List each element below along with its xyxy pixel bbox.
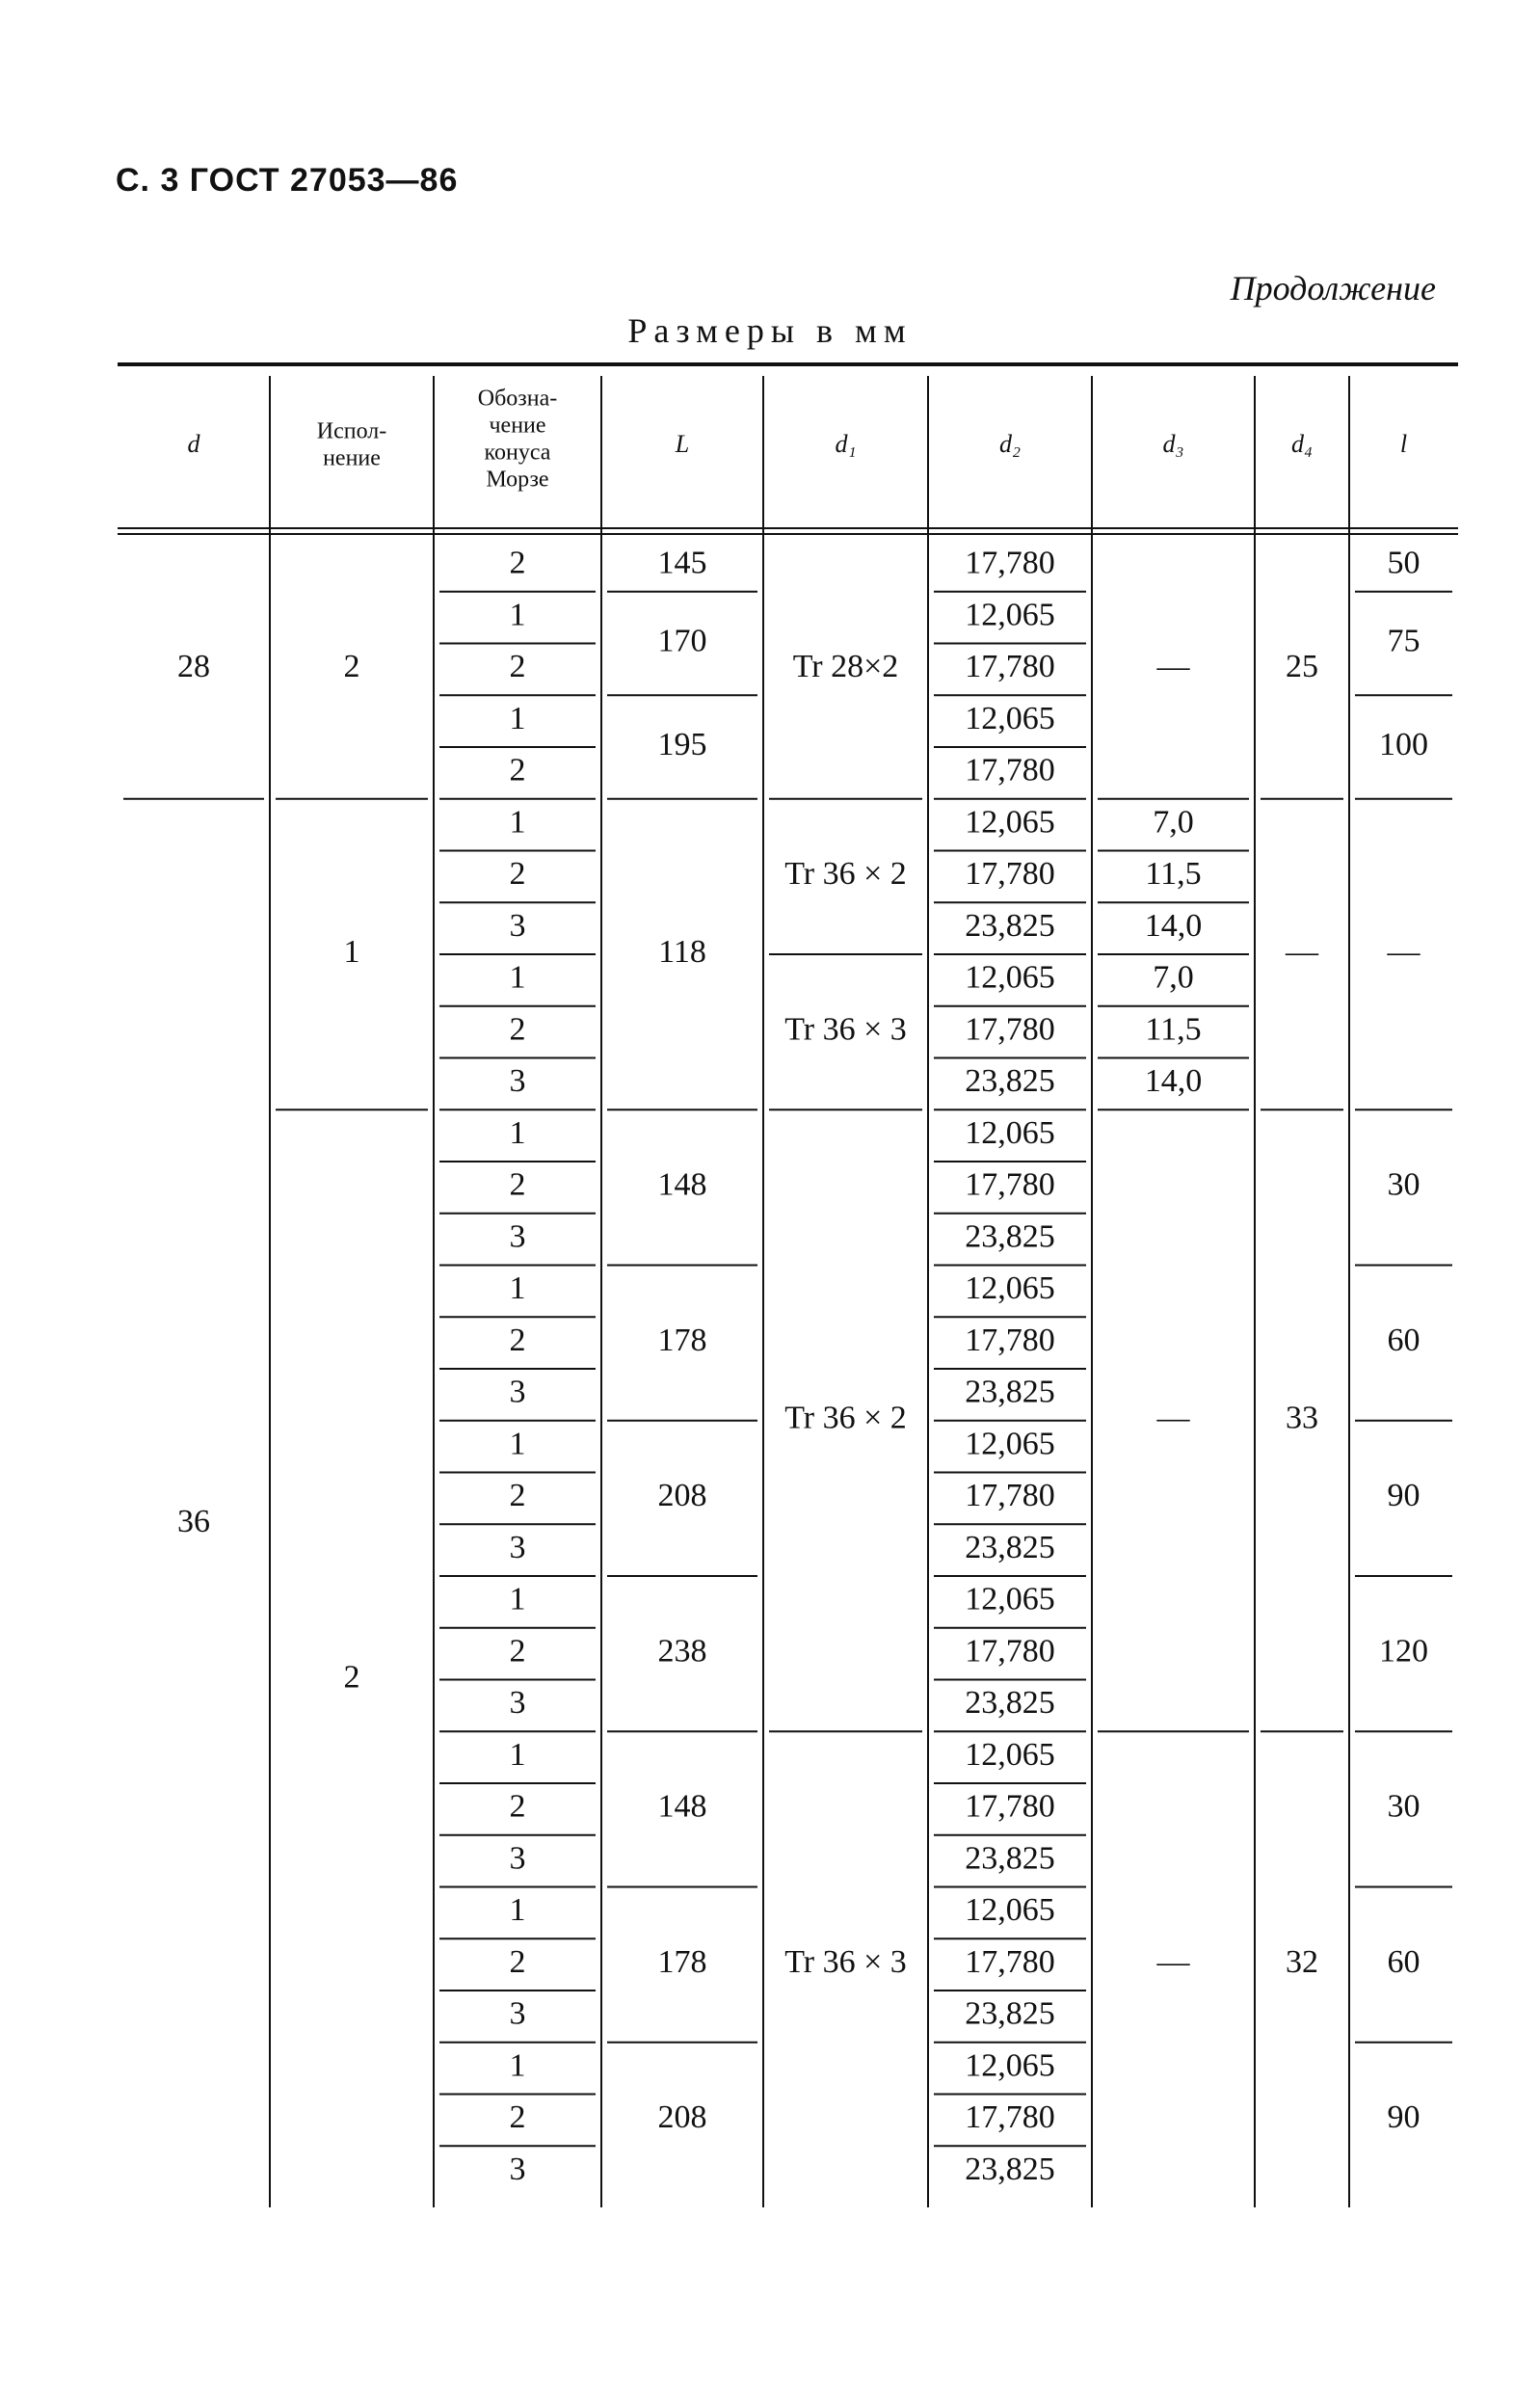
d1-groups-cell: Tr 36 × 3: [784, 1011, 907, 1048]
cone-rows-cell: 2: [509, 1011, 526, 1048]
d4-groups-cell: 25: [1286, 649, 1318, 685]
d4-groups-cell: 32: [1286, 1943, 1318, 1980]
cone-rows-cell: 1: [509, 1270, 526, 1307]
d2-rows-cell: 12,065: [965, 2047, 1055, 2084]
header-morse-cone: конуса: [484, 440, 551, 466]
d2-rows-cell: 17,780: [965, 1011, 1055, 1048]
cone-rows-cell: 2: [509, 1633, 526, 1670]
d2-rows-cell: 17,780: [965, 1943, 1055, 1980]
d2-rows-cell: 17,780: [965, 1166, 1055, 1203]
d2-rows-cell: 17,780: [965, 856, 1055, 893]
header-version: Испол-: [316, 418, 387, 444]
l-groups-cell: 30: [1387, 1788, 1421, 1825]
cone-rows-cell: 1: [509, 1114, 526, 1151]
L-groups-cell: 238: [657, 1633, 707, 1670]
d3-groups-cell: 7,0: [1153, 959, 1194, 996]
L-groups-cell: 208: [657, 2099, 707, 2136]
d2-rows-cell: 23,825: [965, 2151, 1055, 2187]
d2-rows-cell: 23,825: [965, 1063, 1055, 1100]
cone-rows-cell: 2: [509, 1943, 526, 1980]
header-d3: d₃: [1162, 429, 1184, 458]
d-groups-cell: 28: [177, 649, 210, 685]
page-header: С. 3 ГОСТ 27053—86: [116, 162, 459, 199]
cone-rows-cell: 1: [509, 1426, 526, 1462]
l-groups-cell: 100: [1379, 726, 1428, 762]
d1-groups-cell: Tr 36 × 3: [784, 1943, 907, 1980]
l-groups-cell: 120: [1379, 1633, 1428, 1670]
cone-rows-cell: 2: [509, 649, 526, 685]
d2-rows-cell: 12,065: [965, 1114, 1055, 1151]
l-groups-cell: 30: [1387, 1166, 1421, 1203]
L-groups-cell: 148: [657, 1788, 707, 1825]
header-d4: d₄: [1290, 429, 1314, 458]
L-groups-cell: 170: [657, 623, 707, 659]
cone-rows-cell: 3: [509, 1063, 526, 1100]
d-groups-cell: 36: [177, 1504, 210, 1540]
header-l: l: [1399, 429, 1408, 458]
cone-rows-cell: 3: [509, 2151, 526, 2187]
d4-groups-cell: —: [1286, 933, 1318, 970]
cone-rows-cell: 2: [509, 1166, 526, 1203]
cone-rows-cell: 2: [509, 1478, 526, 1514]
d2-rows-cell: 12,065: [965, 1736, 1055, 1773]
d3-groups-cell: 7,0: [1153, 804, 1194, 841]
d2-rows-cell: 12,065: [965, 959, 1055, 996]
cone-rows-cell: 2: [509, 1322, 526, 1358]
version-groups-cell: 2: [343, 649, 360, 685]
header-d1: d₁: [835, 429, 857, 458]
d4-groups-cell: 33: [1286, 1400, 1318, 1436]
L-groups-cell: 145: [657, 545, 707, 581]
l-groups-cell: 90: [1387, 1478, 1421, 1514]
d3-groups-cell: —: [1156, 1400, 1190, 1436]
l-groups-cell: —: [1387, 933, 1421, 970]
d2-rows-cell: 12,065: [965, 1581, 1055, 1617]
d1-groups-cell: Tr 28×2: [792, 649, 899, 685]
cone-rows-cell: 3: [509, 1529, 526, 1565]
cone-rows-cell: 1: [509, 1736, 526, 1773]
cone-rows-cell: 3: [509, 1218, 526, 1255]
header-morse-cone: Обозна-: [477, 386, 558, 412]
d3-groups-cell: 11,5: [1145, 1011, 1202, 1048]
version-groups-cell: 1: [343, 933, 360, 970]
l-groups-cell: 60: [1387, 1322, 1421, 1358]
cone-rows-cell: 3: [509, 907, 526, 944]
d2-rows-cell: 12,065: [965, 1892, 1055, 1929]
d3-groups-cell: —: [1156, 1943, 1190, 1980]
L-groups-cell: 195: [657, 726, 707, 762]
cone-rows-cell: 3: [509, 1840, 526, 1877]
d2-rows-cell: 23,825: [965, 1218, 1055, 1255]
d2-rows-cell: 23,825: [965, 907, 1055, 944]
L-groups-cell: 178: [657, 1943, 707, 1980]
d2-rows-cell: 17,780: [965, 1478, 1055, 1514]
header-d2: d₂: [998, 429, 1022, 458]
d1-groups-cell: Tr 36 × 2: [784, 1400, 907, 1436]
cone-rows-cell: 3: [509, 1685, 526, 1722]
units-caption: Размеры в мм: [627, 311, 913, 350]
d2-rows-cell: 12,065: [965, 1270, 1055, 1307]
d2-rows-cell: 12,065: [965, 597, 1055, 633]
d2-rows-cell: 12,065: [965, 804, 1055, 841]
header-d: d: [187, 429, 200, 458]
d3-groups-cell: —: [1156, 649, 1190, 685]
d3-groups-cell: 14,0: [1144, 907, 1203, 944]
d3-groups-cell: 14,0: [1144, 1063, 1203, 1100]
header-version: нение: [323, 445, 381, 471]
d1-groups-cell: Tr 36 × 2: [784, 856, 907, 893]
d2-rows-cell: 23,825: [965, 1529, 1055, 1565]
version-groups-cell: 2: [343, 1659, 360, 1696]
cone-rows-cell: 2: [509, 545, 526, 581]
d2-rows-cell: 17,780: [965, 1633, 1055, 1670]
d2-rows-cell: 17,780: [965, 649, 1055, 685]
d2-rows-cell: 17,780: [965, 752, 1055, 788]
d2-rows-cell: 12,065: [965, 1426, 1055, 1462]
L-groups-cell: 178: [657, 1322, 707, 1358]
cone-rows-cell: 3: [509, 1995, 526, 2032]
l-groups-cell: 75: [1387, 623, 1421, 659]
d3-groups-cell: 11,5: [1145, 856, 1202, 893]
cone-rows-cell: 1: [509, 959, 526, 996]
d2-rows-cell: 23,825: [965, 1685, 1055, 1722]
L-groups-cell: 148: [657, 1166, 707, 1203]
l-groups-cell: 50: [1387, 545, 1421, 581]
cone-rows-cell: 2: [509, 856, 526, 893]
d2-rows-cell: 23,825: [965, 1374, 1055, 1410]
cone-rows-cell: 2: [509, 1788, 526, 1825]
cone-rows-cell: 2: [509, 752, 526, 788]
d2-rows-cell: 23,825: [965, 1840, 1055, 1877]
header-L: L: [675, 429, 690, 458]
cone-rows-cell: 2: [509, 2099, 526, 2136]
continuation-label: Продолжение: [1230, 269, 1436, 307]
l-groups-cell: 90: [1387, 2099, 1421, 2136]
l-groups-cell: 60: [1387, 1943, 1421, 1980]
L-groups-cell: 118: [658, 933, 706, 970]
d2-rows-cell: 17,780: [965, 1322, 1055, 1358]
cone-rows-cell: 3: [509, 1374, 526, 1410]
d2-rows-cell: 17,780: [965, 1788, 1055, 1825]
header-morse-cone: чение: [489, 413, 546, 439]
cone-rows-cell: 1: [509, 2047, 526, 2084]
d2-rows-cell: 17,780: [965, 545, 1055, 581]
L-groups-cell: 208: [657, 1478, 707, 1514]
cone-rows-cell: 1: [509, 700, 526, 736]
cone-rows-cell: 1: [509, 1581, 526, 1617]
cone-rows-cell: 1: [509, 597, 526, 633]
d2-rows-cell: 12,065: [965, 700, 1055, 736]
header-morse-cone: Морзе: [486, 467, 549, 493]
d2-rows-cell: 17,780: [965, 2099, 1055, 2136]
cone-rows-cell: 1: [509, 804, 526, 841]
cone-rows-cell: 1: [509, 1892, 526, 1929]
d2-rows-cell: 23,825: [965, 1995, 1055, 2032]
